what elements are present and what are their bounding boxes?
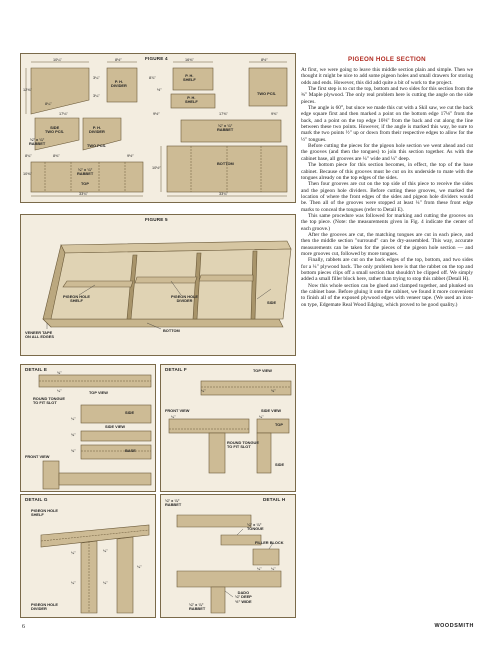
figure-5-panel	[20, 214, 296, 356]
magazine-brand: WOODSMITH	[434, 623, 474, 629]
label-ph-divider-two-pcs: P. H. DIVIDER	[89, 125, 105, 135]
dim-label: ¼"	[103, 549, 108, 553]
dim-label: 3¼"	[93, 94, 100, 98]
label-two-pcs-under: TWO PCS.	[87, 143, 107, 148]
label-top: TOP	[81, 181, 89, 186]
label-ph-shelf-mid: P. H. SHELF	[185, 95, 198, 105]
dim-label: 33¾"	[219, 192, 228, 196]
label-top-view: TOP VIEW	[253, 368, 272, 373]
dado-piece	[211, 587, 225, 613]
dim-label: ¾"	[71, 449, 76, 453]
dim-label: 9½"	[153, 112, 160, 116]
dim-label: ¼"	[57, 389, 62, 393]
detail-e-title: DETAIL E	[25, 367, 48, 372]
dim-label: 8¼"	[45, 102, 52, 106]
detail-h-drawing	[161, 495, 295, 617]
label-ph-divider: P. H. DIVIDER	[111, 79, 127, 89]
dim-label: ½"	[157, 88, 162, 92]
front-view-top	[169, 419, 249, 433]
dim-label: 10½"	[152, 166, 161, 170]
side-view-board	[81, 431, 151, 441]
label-side: SIDE	[267, 300, 277, 305]
label-round-tongue: ROUND TONGUE TO FIT SLOT	[227, 440, 259, 450]
detail-g-panel	[20, 494, 156, 618]
side-board	[81, 405, 151, 423]
dim-label: 8¾"	[25, 154, 32, 158]
label-top: TOP	[275, 422, 283, 427]
section-heading: PIGEON HOLE SECTION	[348, 56, 426, 63]
article-paragraph: The angle is 60°, but since we made this cut with a Skil saw, we cut the back edge square first and then marked a point on the bottom edge 17⅛" from the back, and a point on the top edge 10⅜" from the back and cut along the line between these two points. However, if the angle is marked this way, be sure to mark the two points ½" up or down from their respective edges to allow for the ½" tongues.	[301, 105, 473, 143]
label-ph-shelf: PIGEON HOLE SHELF	[63, 294, 91, 304]
label-ph-shelf: PIGEON HOLE SHELF	[31, 508, 59, 518]
figure-5-title: FIGURE 5	[145, 217, 168, 222]
label-filler-block: FILLER BLOCK	[255, 540, 284, 545]
label-veneer-tape: VENEER TAPE ON ALL EDGES	[25, 330, 54, 340]
dim-label: 9⅝"	[271, 112, 278, 116]
side-piece-left	[31, 68, 89, 114]
label-ph-shelf-top: P. H. SHELF	[183, 73, 196, 83]
label-rabbet-left: ¼" x ¼" RABBET	[29, 137, 46, 147]
label-ph-divider: PIGEON HOLE DIVIDER	[31, 602, 59, 612]
dim-label: ¼"	[137, 565, 142, 569]
front-view-base	[59, 473, 151, 485]
dim-label: ¼"	[71, 551, 76, 555]
detail-e-drawing	[21, 365, 155, 491]
label-top-view: TOP VIEW	[89, 390, 108, 395]
detail-f-drawing	[161, 365, 295, 491]
detail-h-title: DETAIL H	[263, 497, 286, 502]
bottom-board	[177, 571, 281, 587]
article-paragraph: At first, we were going to leave this middle section plain and simple. Then we thought it might be nice to add some pigeon holes and small drawers for storing odds and ends. However, this did add quite a bit of work to the project.	[301, 67, 473, 86]
figure-5-drawing	[21, 215, 295, 355]
dim-label: 8½"	[115, 58, 122, 62]
label-two-pcs-right: TWO PCS.	[257, 91, 277, 96]
filler-block	[253, 549, 279, 565]
dim-label: ¼"	[259, 415, 264, 419]
dim-label: ¼"	[171, 415, 176, 419]
label-base: BASE	[125, 448, 136, 453]
dim-label: 12⅜"	[23, 88, 32, 92]
dim-label: ¼"	[257, 567, 262, 571]
figure-4-panel	[20, 53, 296, 203]
dim-label: ¾"	[271, 389, 276, 393]
article-paragraph: The bottom piece for this section becomes, in effect, the top of the base cabinet. Because of this grooves must be cut on its underside to mate with the tongues already on the top edges of the sides.	[301, 162, 473, 181]
front-view-side	[43, 461, 59, 489]
label-tongue: ¼" x ¼" TONGUE	[247, 522, 264, 532]
label-side: SIDE	[275, 462, 285, 467]
article-paragraph: Then four grooves are cut on the top side of this piece to receive the sides and the pigeon hole dividers. Before cutting these grooves, we marked the location of where the front edges of the sides and pigeon hole dividers would be. Then all of the grooves were stopped at least ¼" from these front edge marks to conceal the tongues (refer to Detail E).	[301, 181, 473, 213]
right-piece-top	[249, 68, 287, 106]
dim-label: ¾"	[57, 371, 62, 375]
label-bottom: BOTTOM	[163, 328, 180, 333]
label-rabbet-bottom: ¼" x ¼" RABBET	[189, 602, 206, 612]
dim-label: ¾"	[71, 433, 76, 437]
front-view-side	[209, 433, 225, 473]
label-ph-divider: PIGEON HOLE DIVIDER	[171, 294, 199, 304]
dim-label: 8⅜"	[53, 154, 60, 158]
dim-label: 3¼"	[93, 76, 100, 80]
detail-h-panel	[160, 494, 296, 618]
dim-label: 9½"	[127, 154, 134, 158]
article-paragraph: Before cutting the pieces for the pigeon hole section we went ahead and cut the grooves (and then the tongues) to join this section together. As with the cabinet base, all grooves are ¼" wide and ¼" deep.	[301, 143, 473, 162]
label-rabbet-top: ¼" x ¼" RABBET	[165, 498, 182, 508]
dim-label: ¼"	[71, 417, 76, 421]
dim-label: ¼"	[271, 567, 276, 571]
side-view-side	[257, 433, 271, 473]
label-side-view: SIDE VIEW	[261, 408, 282, 413]
top-view-board	[201, 381, 291, 395]
article-paragraph: Now this whole section can be glued and clamped together, and plunked on the cabinet base. Before gluing it onto the cabinet, we found it more convenient to finish all of the exposed plywood edges with veneer tape. (We used an iron-on type, Edgemate Real Wood Edging, which proved to be good quality.)	[301, 282, 473, 308]
label-rabbet-right: ¼" x ¼" RABBET	[217, 123, 234, 133]
dim-label: 8⅞"	[149, 76, 156, 80]
divider-board-2	[117, 537, 133, 613]
dim-label: ¼"	[103, 581, 108, 585]
detail-f-panel	[160, 364, 296, 492]
label-side-two-pcs: SIDE TWO PCS.	[45, 125, 65, 135]
dim-label: 10¼"	[53, 58, 62, 62]
article-paragraph: The first step is to cut the top, bottom and two sides for this section from the ¾" Maple plywood. The only real problem here is cutting the angle on the side pieces.	[301, 86, 473, 105]
label-front-view: FRONT VIEW	[165, 408, 190, 413]
dim-label: 33¾"	[79, 192, 88, 196]
label-front-view: FRONT VIEW	[25, 454, 50, 459]
detail-g-title: DETAIL G	[25, 497, 48, 502]
dim-label: ¼"	[201, 389, 206, 393]
dim-label: 17⅝"	[219, 112, 228, 116]
page-number: 6	[22, 624, 25, 630]
article-body	[301, 67, 473, 308]
dim-label: 10⅜"	[23, 172, 32, 176]
article-paragraph: After the grooves are cut, the matching tongues are cut in each piece, and then the middle section "surround" can be dry-assembled. This way, accurate measurements can be taken for the pieces of the pigeon hole section — and more grooves cut, followed by more tongues.	[301, 231, 473, 257]
side-view-top	[257, 419, 289, 433]
label-round-tongue: ROUND TONGUE TO FIT SLOT	[33, 396, 65, 406]
dim-label: ¼"	[71, 581, 76, 585]
base-board	[81, 445, 151, 459]
label-dado: DADO ¼" DEEP ½" WIDE	[235, 590, 252, 604]
label-bottom: BOTTOM	[217, 161, 234, 166]
figure-4-title: FIGURE 4	[145, 56, 168, 61]
label-side-view: SIDE VIEW	[105, 424, 126, 429]
label-rabbet-lower: ¼" x ¼" RABBET	[77, 167, 94, 177]
label-side: SIDE	[125, 410, 135, 415]
dim-label: 17⅛"	[59, 112, 68, 116]
top-board	[177, 515, 251, 527]
dim-label: 16⅜"	[185, 58, 194, 62]
dim-label: 8½"	[261, 58, 268, 62]
article-paragraph: Finally, rabbets are cut on the back edges of the top, bottom, and two sides for a ¼" plywood back. The only problem here is that the rabbet on the top and bottom pieces clips off a small section that shouldn't be clipped off. We simply added a small filler block here, rather than trying to stop this rabbet (Detail H).	[301, 257, 473, 283]
detail-e-panel	[20, 364, 156, 492]
article-paragraph: This same procedure was followed for marking and cutting the grooves on the top piece. (Note: the measurements given in Fig. 4 indicate the center of each groove.)	[301, 212, 473, 232]
article-column	[301, 56, 473, 308]
detail-f-title: DETAIL F	[165, 367, 187, 372]
